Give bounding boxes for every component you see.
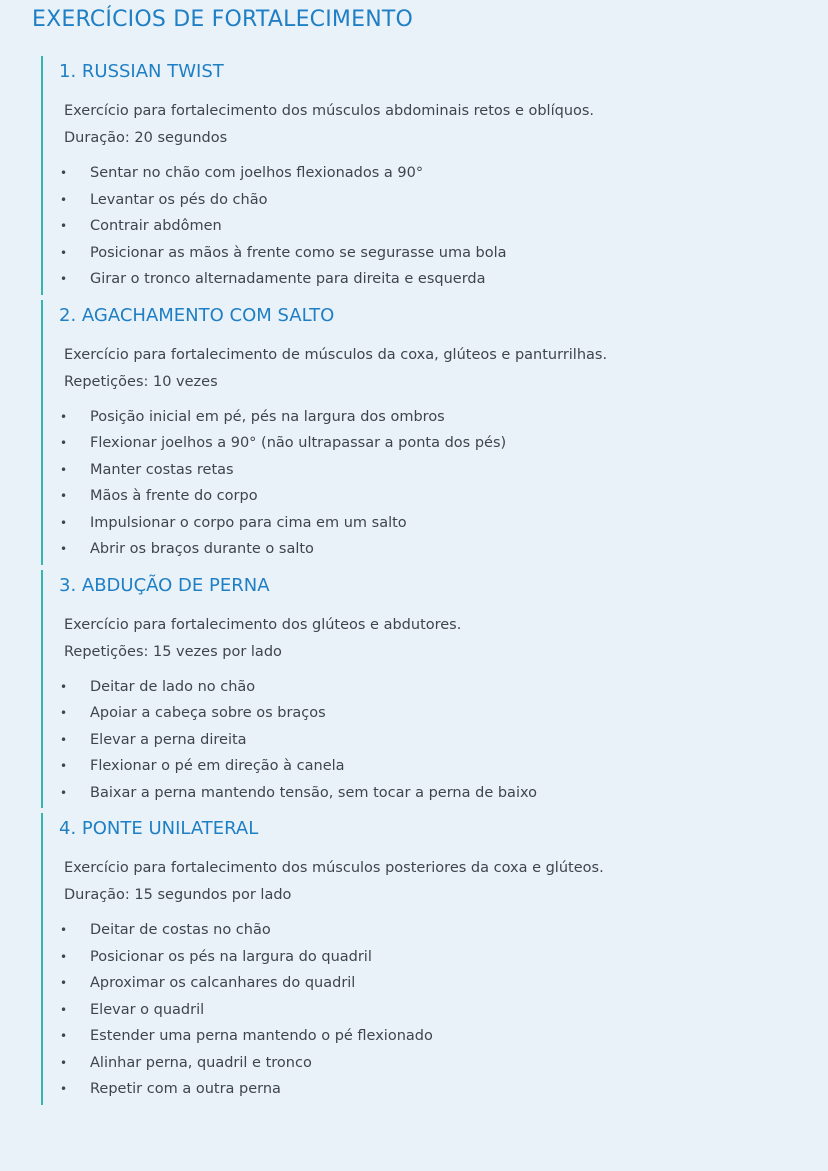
list-item bbox=[59, 266, 801, 293]
section-duration: Duração: 15 segundos por lado bbox=[64, 887, 292, 903]
bullet-icon: • bbox=[60, 245, 68, 260]
list-item bbox=[59, 187, 801, 214]
step-list bbox=[59, 160, 801, 295]
bullet-icon: • bbox=[60, 515, 68, 530]
exercise-section-ponte-unilateral bbox=[41, 813, 801, 1105]
section-description: Exercício para fortalecimento dos músculos posteriores da coxa e glúteos. bbox=[64, 860, 604, 876]
list-item bbox=[59, 780, 801, 807]
step-text: Posicionar os pés na largura do quadril bbox=[90, 948, 372, 965]
list-item bbox=[59, 536, 801, 563]
step-text: Aproximar os calcanhares do quadril bbox=[90, 975, 356, 991]
bullet-icon: • bbox=[60, 272, 68, 286]
bullet-icon: • bbox=[60, 489, 68, 503]
bullet-icon: • bbox=[60, 1029, 68, 1043]
list-item bbox=[59, 457, 801, 484]
step-text: Flexionar o pé em direção à canela bbox=[90, 758, 345, 774]
section-title: 2. AGACHAMENTO COM SALTO bbox=[59, 304, 335, 326]
section-description: Exercício para fortalecimento dos músculos abdominais retos e oblíquos. bbox=[64, 103, 595, 119]
step-text: Levantar os pés do chão bbox=[90, 191, 268, 208]
list-item bbox=[59, 753, 801, 780]
bullet-icon: • bbox=[60, 462, 68, 477]
step-text: Manter costas retas bbox=[90, 461, 234, 478]
list-item bbox=[59, 160, 801, 187]
list-item bbox=[59, 213, 801, 240]
step-text: Baixar a perna mantendo tensão, sem tocar a perna de baixo bbox=[90, 784, 537, 801]
bullet-icon: • bbox=[60, 949, 68, 964]
list-item bbox=[59, 700, 801, 727]
section-description: Exercício para fortalecimento de músculos da coxa, glúteos e panturrilhas. bbox=[64, 346, 608, 363]
page-title: EXERCÍCIOS DE FORTALECIMENTO bbox=[32, 7, 414, 32]
step-text: Posição inicial em pé, pés na largura dos ombros bbox=[90, 408, 445, 425]
step-text: Flexionar joelhos a 90° (não ultrapassar a ponta dos pés) bbox=[90, 435, 507, 451]
list-item bbox=[59, 1023, 801, 1050]
exercise-list bbox=[41, 56, 801, 1110]
step-text: Sentar no chão com joelhos flexionados a 90° bbox=[90, 165, 424, 181]
bullet-icon: • bbox=[60, 192, 68, 207]
section-title: 4. PONTE UNILATERAL bbox=[59, 818, 259, 839]
list-item bbox=[59, 997, 801, 1024]
step-list bbox=[59, 674, 801, 809]
step-text: Abrir os braços durante o salto bbox=[90, 541, 314, 557]
list-item bbox=[59, 483, 801, 510]
section-title: 3. ABDUÇÃO DE PERNA bbox=[59, 574, 270, 596]
list-item bbox=[59, 404, 801, 431]
list-item bbox=[59, 970, 801, 997]
step-text: Deitar de costas no chão bbox=[90, 922, 271, 938]
step-text: Elevar a perna direita bbox=[90, 731, 247, 748]
bullet-icon: • bbox=[60, 679, 68, 694]
bullet-icon: • bbox=[60, 923, 68, 937]
section-title: 1. RUSSIAN TWIST bbox=[59, 61, 224, 82]
section-duration: Duração: 20 segundos bbox=[64, 130, 228, 146]
bullet-icon: • bbox=[60, 1082, 68, 1096]
bullet-icon: • bbox=[60, 166, 68, 180]
step-text: Impulsionar o corpo para cima em um salto bbox=[90, 514, 407, 531]
step-text: Posicionar as mãos à frente como se segurasse uma bola bbox=[90, 244, 507, 261]
section-repetitions: Repetições: 15 vezes por lado bbox=[64, 643, 282, 660]
bullet-icon: • bbox=[60, 219, 68, 233]
list-item bbox=[59, 510, 801, 537]
list-item bbox=[59, 917, 801, 944]
bullet-icon: • bbox=[60, 1055, 68, 1070]
section-description: Exercício para fortalecimento dos glúteos e abdutores. bbox=[64, 616, 462, 633]
step-text: Contrair abdômen bbox=[90, 218, 222, 234]
bullet-icon: • bbox=[60, 409, 68, 424]
list-item bbox=[59, 944, 801, 971]
list-item bbox=[59, 674, 801, 701]
bullet-icon: • bbox=[60, 542, 68, 556]
step-text: Estender uma perna mantendo o pé flexionado bbox=[90, 1028, 433, 1044]
step-text: Apoiar a cabeça sobre os braços bbox=[90, 705, 326, 721]
bullet-icon: • bbox=[60, 759, 68, 773]
step-text: Alinhar perna, quadril e tronco bbox=[90, 1054, 312, 1071]
exercise-section-agachamento-com-salto bbox=[41, 300, 801, 565]
step-text: Repetir com a outra perna bbox=[90, 1081, 281, 1097]
step-text: Girar o tronco alternadamente para direita e esquerda bbox=[90, 271, 486, 287]
step-text: Elevar o quadril bbox=[90, 1001, 205, 1018]
bullet-icon: • bbox=[60, 785, 68, 800]
list-item bbox=[59, 430, 801, 457]
bullet-icon: • bbox=[60, 436, 68, 450]
bullet-icon: • bbox=[60, 976, 68, 990]
exercise-section-abducao-de-perna bbox=[41, 570, 801, 809]
list-item bbox=[59, 1050, 801, 1077]
step-list bbox=[59, 917, 801, 1105]
list-item bbox=[59, 240, 801, 267]
step-text: Mãos à frente do corpo bbox=[90, 488, 258, 504]
step-text: Deitar de lado no chão bbox=[90, 678, 256, 695]
list-item bbox=[59, 1076, 801, 1103]
bullet-icon: • bbox=[60, 732, 68, 747]
bullet-icon: • bbox=[60, 1002, 68, 1017]
step-list bbox=[59, 404, 801, 565]
section-repetitions: Repetições: 10 vezes bbox=[64, 373, 218, 390]
bullet-icon: • bbox=[60, 706, 68, 720]
list-item bbox=[59, 727, 801, 754]
exercise-section-russian-twist bbox=[41, 56, 801, 295]
